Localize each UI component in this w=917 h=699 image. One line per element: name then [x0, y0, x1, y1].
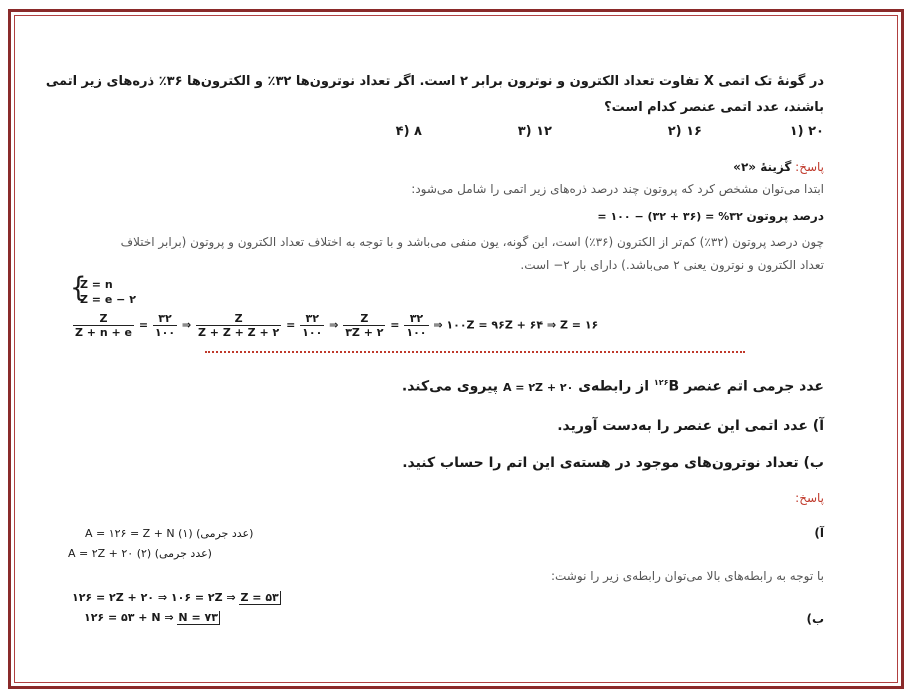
- q2-text-b: از رابطه‌ی: [578, 378, 650, 395]
- answer1-explain-line1: چون درصد پروتون (۳۲٪) کم‌تر از الکترون (۳۶٪) است، این گونه، یون منفی می‌باشد و با توجه به اختلاف تعداد الکترون و پروتون (برابر اختلاف: [120, 235, 824, 249]
- option-1: ۱) ۲۰: [789, 124, 824, 139]
- option-4: ۴) ۸: [395, 124, 422, 139]
- question2-part-a: آ) عدد اتمی این عنصر را به‌دست آورید.: [557, 418, 824, 434]
- question2-line1: [402, 378, 824, 395]
- fraction-2: $\frac{۳۲}{۱۰۰}$: [154, 312, 176, 339]
- system-eq2: Z = e − ۲: [80, 293, 136, 306]
- mass-relation: A = ۲Z + ۲۰: [502, 380, 574, 394]
- system-brace: {: [70, 272, 87, 304]
- q2-text-c: پیروی می‌کند.: [401, 378, 499, 395]
- fraction-3: $\frac{Z}{Z + Z + Z + ۲}$: [197, 312, 280, 339]
- answer2-mark-b: ب): [806, 612, 824, 626]
- final-result: ⇒ ۱۰۰Z = ۹۶Z + ۶۴ ⇒ Z = ۱۶: [433, 318, 599, 332]
- proton-percent-label: درصد پروتون: [746, 209, 824, 223]
- answer2-label: پاسخ:: [795, 491, 824, 505]
- proton-percent-expr: ۳۲% = (۳۶ + ۳۲) − ۱۰۰ =: [597, 210, 743, 223]
- fraction-4: $\frac{۳۲}{۱۰۰}$: [302, 312, 323, 339]
- calc1-answer: Z = ۵۳: [240, 591, 279, 604]
- question1-line2: باشند، عدد اتمی عنصر کدام است؟: [604, 100, 824, 115]
- system-eq1: Z = n: [80, 278, 113, 291]
- answer2-calc1: [72, 591, 281, 604]
- fraction-5: $\frac{Z}{۳Z + ۲}$: [345, 312, 384, 339]
- element-symbol: $^{۱۲۶}$B: [653, 378, 680, 395]
- option-2: ۲) ۱۶: [667, 124, 702, 139]
- answer1-intro: ابتدا می‌توان مشخص کرد که پروتون چند درصد ذره‌های زیر اتمی را شامل می‌شود:: [411, 182, 824, 196]
- answer2-mark-a: آ): [814, 526, 824, 540]
- option-3: ۳) ۱۲: [517, 124, 552, 139]
- q2-text-a: عدد جرمی اتم عنصر: [684, 378, 824, 395]
- proton-percent-equation: [597, 209, 824, 223]
- fraction-6: $\frac{۳۲}{۱۰۰}$: [406, 312, 427, 339]
- answer1-choice: گزینهٔ «۲»: [733, 160, 792, 174]
- answer2-eq1: (عدد جرمی) A = ۱۲۶ = Z + N (۱): [85, 527, 254, 540]
- calc1-steps: ۱۲۶ = ۲Z + ۲۰ ⇒ ۱۰۶ = ۲Z ⇒: [72, 591, 240, 604]
- answer2-calc2: [84, 611, 220, 624]
- answer1-label: پاسخ:: [795, 160, 824, 174]
- fraction-chain: $\frac{Z}{Z + n + e}$ = $\frac{۳۲}{۱۰۰}$ ⇒ $\frac{Z}{Z + Z + Z + ۲}$ = $\frac{۳۲}{۱۰۰}$ ⇒ $\frac{Z}{۳Z + ۲}$ = $\frac{۳۲}{۱۰۰}$ ⇒ ۱۰۰Z = ۹۶Z + ۶۴ ⇒ Z = ۱۶: [75, 312, 599, 339]
- answer1-header: [733, 160, 824, 174]
- question2-part-b: ب) تعداد نوترون‌های موجود در هسته‌ی این اتم را حساب کنید.: [402, 455, 824, 471]
- question1-line1: در گونهٔ تک اتمی X تفاوت تعداد الکترون و نوترون برابر ۲ است. اگر تعداد نوترون‌ها ۳۲٪ و الکترون‌ها ۳۶٪ ذره‌های زیر اتمی: [45, 74, 824, 89]
- calc2-answer: N = ۷۳: [178, 611, 218, 624]
- answer1-explain-line2: تعداد الکترون و نوترون یعنی ۲ می‌باشد.) دارای بار ۲− است.: [520, 258, 824, 272]
- fraction-1: $\frac{Z}{Z + n + e}$: [75, 312, 133, 339]
- section-divider: [205, 351, 745, 353]
- answer2-eq2: (عدد جرمی) A = ۲Z + ۲۰ (۲): [68, 547, 212, 560]
- answer2-note: با توجه به رابطه‌های بالا می‌توان رابطه‌ی زیر را نوشت:: [550, 569, 824, 583]
- calc2-steps: ۱۲۶ = ۵۳ + N ⇒: [84, 611, 178, 624]
